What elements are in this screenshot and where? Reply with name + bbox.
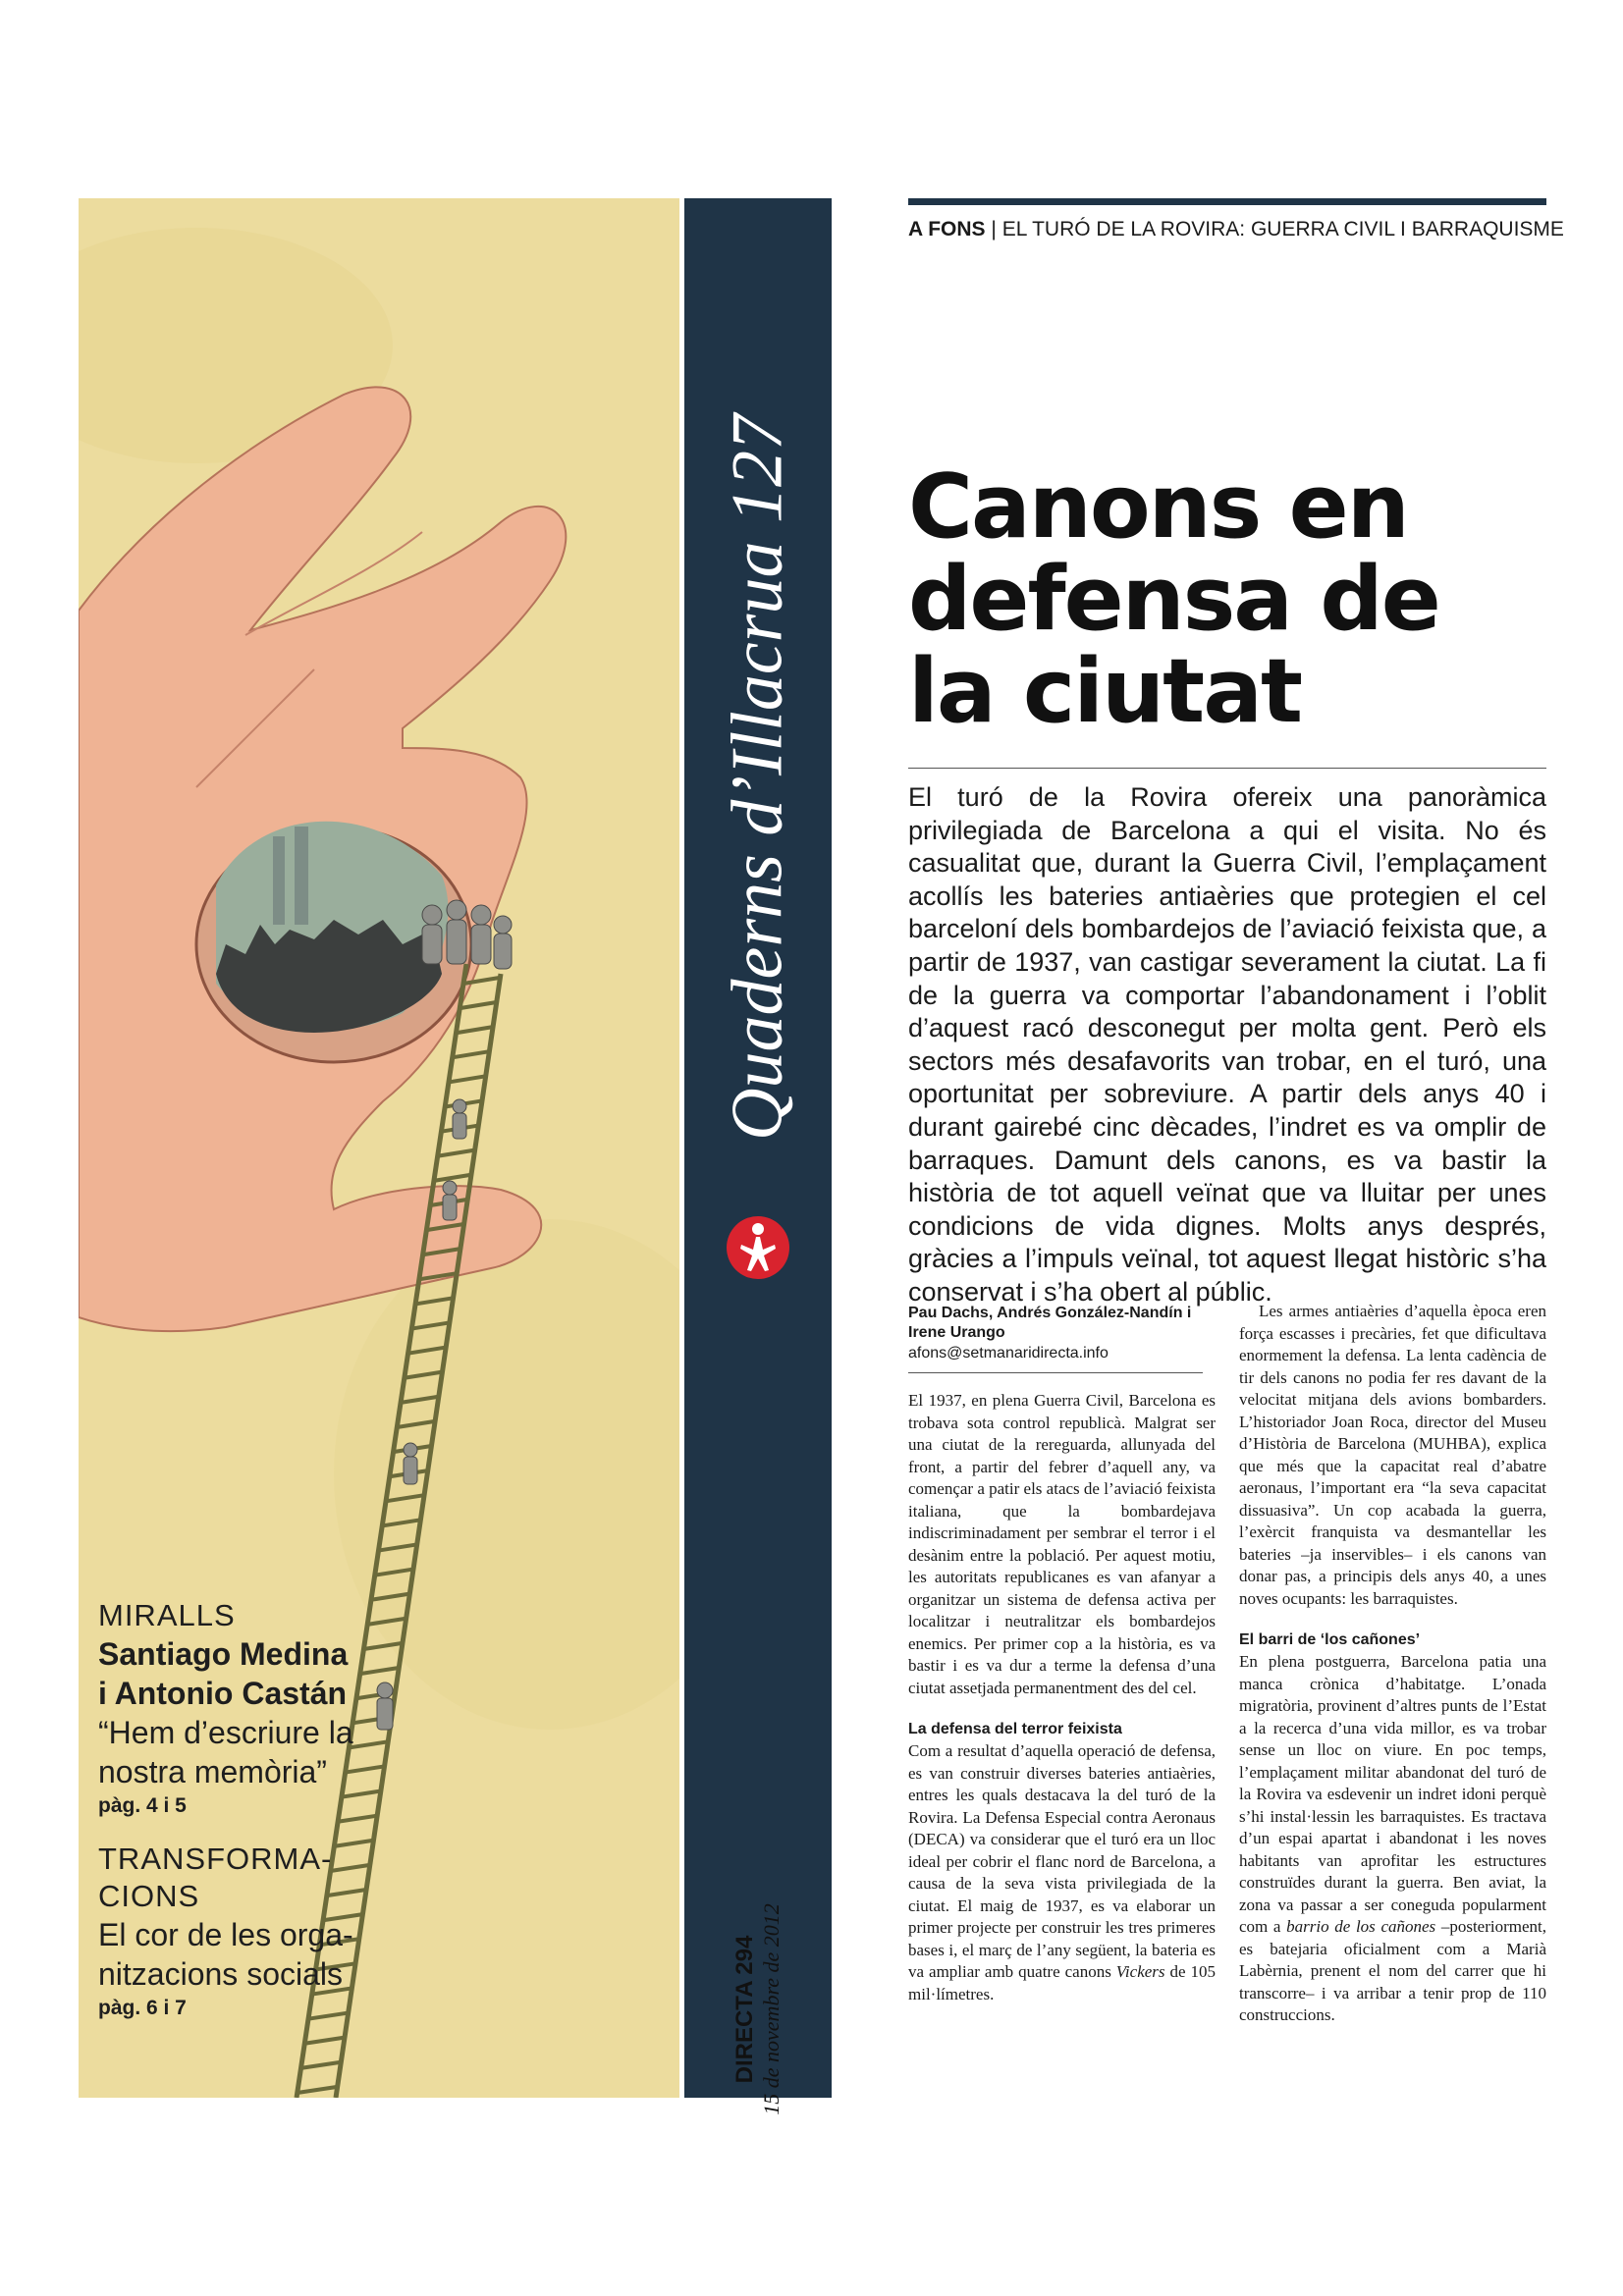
cover-teasers: [98, 1597, 648, 2043]
teaser-section-line-1: TRANSFORMA-: [98, 1842, 333, 1876]
headline-line-3: la ciutat: [908, 640, 1301, 743]
byline-email[interactable]: afons@setmanaridirecta.info: [908, 1345, 1109, 1362]
ladder-rung: [460, 1002, 496, 1008]
body-paragraph: [908, 1740, 1216, 2005]
subheading: La defensa del terror feixista: [908, 1721, 1122, 1737]
teaser-section: MIRALLS: [98, 1598, 236, 1632]
lead-paragraph: El turó de la Rovira ofereix una panoràmica privilegiada de Barcelona a qui el visita. No és casualitat que, durant la Guerra Civil, l’emplaçament acollís les bateries antiaèries que protegien el cel barceloní dels bombardejos de l’aviació feixista que, a partir de 1937, van castigar severament la ciutat. La fi de la guerra va comportar l’abandonament i l’oblit d’aquest racó desconegut per molta gent. Però els sectors més desafavorits van trobar, en el turó, una oportunitat per sobreviure. A partir dels anys 40 i durant gairebé cinc dècades, l’indret es va omplir de barraques. Damunt dels canons, es va bastir la història de tot aquell veïnat que va lluitar per unes condicions de vida dignes. Molts anys després, gràcies a l’impuls veïnal, tot aquest llegat històric s’ha conservat i s’ha obert al públic.: [908, 782, 1546, 1307]
headline-rule: [908, 768, 1546, 769]
byline-authors: Pau Dachs, Andrés González-Nandín i Irene Urango: [908, 1305, 1192, 1341]
teaser-quote-line-1: “Hem d’escriure la: [98, 1715, 353, 1750]
kicker-topic: EL TURÓ DE LA ROVIRA: GUERRA CIVIL I BARRAQUISME: [1001, 218, 1564, 240]
byline: [908, 1304, 1203, 1364]
teaser-miralls[interactable]: [98, 1597, 648, 1821]
body-emphasis: barrio de los cañones: [1286, 1917, 1436, 1936]
teaser-quote-line-1: El cor de les orga-: [98, 1917, 353, 1952]
teaser-transformacions[interactable]: [98, 1841, 648, 2023]
teaser-pages: pàg. 4 i 5: [98, 1794, 187, 1817]
teaser-quote-line-2: nostra memòria”: [98, 1754, 327, 1789]
spine-issue-block: [731, 1903, 784, 2114]
body-paragraph: Les armes antiaèries d’aquella època eren força escasses i precàries, fet que dificultava enormement la defensa. La lenta cadència de tir dels canons no podia fer res davant de la velocitat mitjana dels avions bombarders. L’historiador Joan Roca, director del Museu d’Història de Barcelona (MUHBA), explica que més que la capacitat real d’abatre aeronaus, l’important era “la seva capacitat dissuasiva”. Un cop acabada la guerra, l’exèrcit franquista va desmantellar les bateries –ja inservibles– i els canons van donar pas, a principis dels anys 40, a unes noves ocupants: les barraquistes.: [1239, 1302, 1546, 1608]
issue-number: DIRECTA 294: [731, 1935, 758, 2084]
subheading: El barri de ‘los cañones’: [1239, 1631, 1421, 1648]
body-column-1: [908, 1390, 1216, 2005]
ladder-rung: [301, 2062, 341, 2068]
teaser-pages: pàg. 6 i 7: [98, 1997, 187, 2019]
ladder-rung: [456, 1027, 492, 1033]
cover-illustration: [79, 198, 679, 2098]
teaser-section-line-2: CIONS: [98, 1879, 200, 1913]
ladder-rung: [449, 1076, 485, 1082]
spine-title: Quaderns d’Illacrua 127: [717, 414, 798, 1141]
body-text: Com a resultat d’aquella operació de defensa, es van construir diverses bateries antiaèries, entres les quals destacava la del turó de la Rovira. La Defensa Especial contra Aeronaus (DECA) va considerar que el turó era un lloc ideal per cobrir el flanc nord de Barcelona, a causa de la seva vista privilegiada de la ciutat. El maig de 1937, es va elaborar un primer projecte per construir les tres primeres bases i, el març de l’any següent, la bateria es va ampliar amb quatre canons: [908, 1741, 1216, 1981]
kicker-separator: |: [991, 218, 997, 240]
headline-line-2: defensa de: [908, 548, 1439, 651]
body-text: de 105 mil·límetres.: [908, 1962, 1217, 2003]
directa-star-logo-icon: [726, 1215, 790, 1280]
kicker-section: A FONS: [908, 218, 986, 240]
headline-line-1: Canons en: [908, 455, 1408, 559]
section-top-rule: [908, 198, 1546, 205]
ladder-rung: [298, 2087, 337, 2093]
body-emphasis: Vickers: [1115, 1962, 1165, 1981]
ladder-rung: [434, 1175, 470, 1181]
byline-rule: [908, 1372, 1203, 1373]
body-paragraph: El 1937, en plena Guerra Civil, Barcelona es trobava sota control republicà. Malgrat ser una ciutat de la rereguarda, allunyada del front, a partir del febrer d’aquell any, va començar a patir els atacs de l’aviació feixista italiana, que la bombardejava indiscriminadament per sembrar el terror i el desànim entre la població. Per aquest motiu, les autoritats republicanes es van afanyar a organitzar un sistema de defensa activa per localitzar i neutralitzar els bombardejos enemics. Per primer cop a la història, es va bastir i es va dur a terme la defensa d’una ciutat assetjada permanentment des del cel.: [908, 1391, 1216, 1697]
body-column-2: [1239, 1301, 1546, 2027]
spine-band: [684, 198, 832, 2115]
issue-date: 15 de novembre de 2012: [759, 1903, 784, 2115]
section-kicker: [908, 218, 1564, 241]
headline: [908, 455, 1546, 743]
ladder-rung: [438, 1150, 474, 1156]
body-paragraph: [1239, 1651, 1546, 2027]
ladder-rung: [453, 1051, 489, 1057]
teaser-names-line-1: Santiago Medina: [98, 1636, 349, 1672]
teaser-names-line-2: i Antonio Castán: [98, 1676, 348, 1711]
body-text: –posteriorment, es batejaria oficialment com a Marià Labèrnia, prenent el nom del carrer que hi transcorre– i va arribar a tenir prop de 110 construccions.: [1239, 1917, 1547, 2024]
body-text: En plena postguerra, Barcelona patia una manca crònica d’habitatge. L’onada migratòria, provinent d’altres punts de l’Estat a la recerca d’una vida millor, es va trobar sense un lloc on viure. En poc temps, l’emplaçament militar abandonat del turó de la Rovira va esdevenir un indret idoni perquè s’hi instal·lessin les barraquistes. Es tractava d’un espai apartat i abandonat i les noves habitants van aprofitar les estructures construïdes durant la guerra. Ben aviat, la zona va passar a ser coneguda popularment com a: [1239, 1652, 1546, 1936]
teaser-quote-line-2: nitzacions socials: [98, 1956, 343, 1992]
